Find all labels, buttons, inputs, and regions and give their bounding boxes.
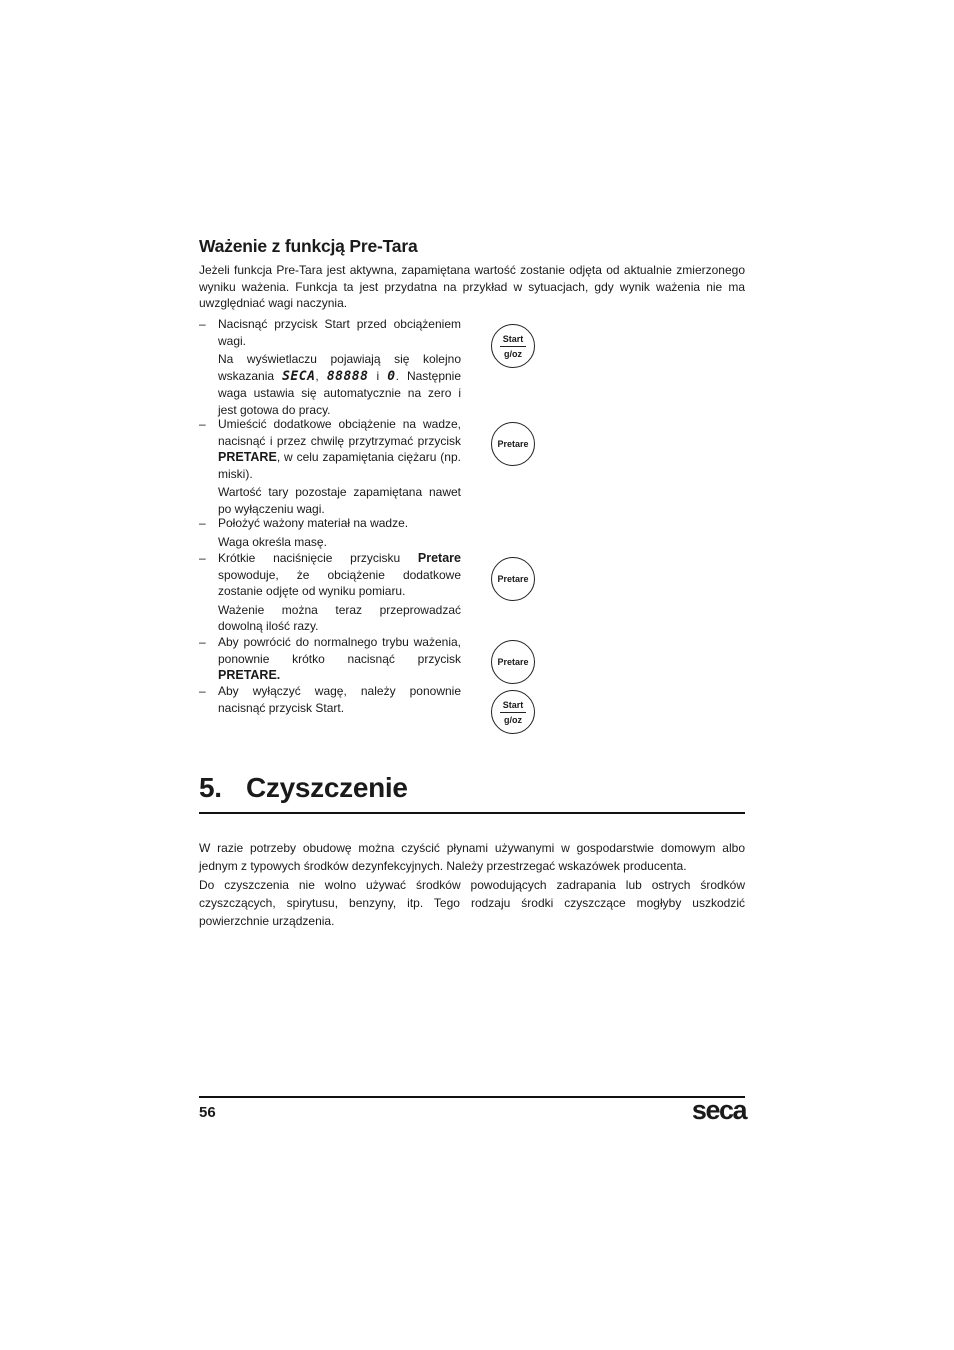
unit-label: g/oz	[504, 348, 522, 359]
unit-label: g/oz	[504, 714, 522, 725]
step-4-line1	[218, 550, 461, 567]
step-4-note: Ważenie można teraz przeprowadzać dowolną ilość razy.	[218, 602, 461, 633]
pretare-keyword: Pretare	[417, 551, 461, 565]
step-4-text-after: spowoduje, że obciążenie dodatkowe zostanie odjęte od wyniku pomiaru.	[218, 567, 461, 598]
pretare-label: Pretare	[497, 574, 529, 584]
step-2	[199, 416, 461, 517]
display-88888: 88888	[326, 368, 369, 384]
list-dash: –	[199, 516, 206, 530]
cleaning-paragraph-1: W razie potrzeby obudowę można czyścić płynami używanymi w gospodarstwie domowym albo jednym z typowych środków dezynfekcyjnych. Należy przestrzegać wskazówek producenta.	[199, 841, 745, 873]
pretare-button-icon	[491, 557, 535, 601]
button-divider	[500, 712, 526, 713]
pretare-button-icon	[491, 640, 535, 684]
chapter-rule	[199, 812, 745, 814]
step-1-text: Nacisnąć przycisk Start przed obciążeniem wagi.	[218, 317, 461, 348]
step-2-text-before: Umieścić dodatkowe obciążenie na wadze, nacisnąć i przez chwilę przytrzymać przycisk	[218, 417, 461, 448]
comma: ,	[315, 368, 327, 383]
list-dash: –	[199, 635, 206, 649]
step-1-note-line2	[218, 368, 461, 386]
step-3	[199, 515, 461, 550]
step-4-text-before: Krótkie naciśnięcie przycisku	[218, 551, 418, 565]
start-label: Start	[502, 333, 524, 344]
step-6-text: Aby wyłączyć wagę, należy ponownie nacisnąć przycisk Start.	[218, 684, 461, 715]
section-heading: Ważenie z funkcją Pre-Tara	[199, 236, 418, 256]
step-2-text-after: , w celu zapamiętania ciężaru (np. miski).	[218, 450, 461, 481]
and-word: i	[368, 368, 388, 383]
step-1	[199, 316, 461, 418]
start-button-icon	[491, 690, 535, 734]
pretare-label: Pretare	[497, 439, 529, 449]
intro-paragraph: Jeżeli funkcja Pre-Tara jest aktywna, zapamiętana wartość zostanie odjęta od aktualnie zmierzonego wyniku ważenia. Funkcja ta jest przydatna na przykład w sytuacjach, gdy wynik ważenia nie ma uwzględniać wagi naczynia.	[199, 263, 745, 310]
button-divider	[500, 346, 526, 347]
display-seca: SECA	[282, 368, 316, 384]
pretare-keyword: PRETARE.	[218, 668, 281, 682]
chapter-title-text: Czyszczenie	[246, 772, 408, 803]
chapter-number: 5.	[199, 772, 222, 803]
seca-logo: seca	[691, 1095, 746, 1125]
page-number: 56	[199, 1104, 216, 1121]
pretare-keyword: PRETARE	[218, 450, 277, 464]
start-button-icon	[491, 324, 535, 368]
step-1-note	[218, 351, 461, 418]
step-3-text: Położyć ważony materiał na wadze.	[218, 516, 409, 530]
step-3-note: Waga określa masę.	[218, 534, 327, 549]
step-2-text	[218, 416, 461, 482]
list-dash: –	[199, 684, 206, 698]
step-1-note-rest: waga ustawia się automatycznie na zero i jest gotowa do pracy.	[218, 386, 461, 417]
pretare-label: Pretare	[497, 657, 529, 667]
step-4	[199, 550, 461, 635]
footer-rule	[199, 1096, 745, 1098]
step-1-note-line1: Na wyświetlaczu pojawiają się kolejno	[218, 352, 461, 366]
step-5-text: Aby powrócić do normalnego trybu ważenia, ponownie krótko nacisnąć przycisk	[218, 635, 461, 666]
step-5	[199, 634, 461, 684]
note-suffix: . Następnie	[395, 368, 462, 383]
cleaning-paragraph-2: Do czyszczenia nie wolno używać środków powodujących zadrapania lub ostrych środków czyszczących, spirytusu, benzyny, itp. Tego rodzaju środki czyszczące mogłyby uszkodzić powierzchnie urządzenia.	[199, 878, 745, 928]
chapter-title	[199, 772, 408, 804]
list-dash: –	[199, 551, 206, 565]
step-2-note: Wartość tary pozostaje zapamiętana nawet po wyłączeniu wagi.	[218, 485, 461, 516]
start-label: Start	[502, 699, 524, 710]
display-zero: 0	[387, 368, 396, 384]
note-prefix: wskazania	[218, 368, 283, 383]
step-6	[199, 683, 461, 716]
list-dash: –	[199, 417, 206, 431]
list-dash: –	[199, 317, 206, 331]
pretare-button-icon	[491, 422, 535, 466]
